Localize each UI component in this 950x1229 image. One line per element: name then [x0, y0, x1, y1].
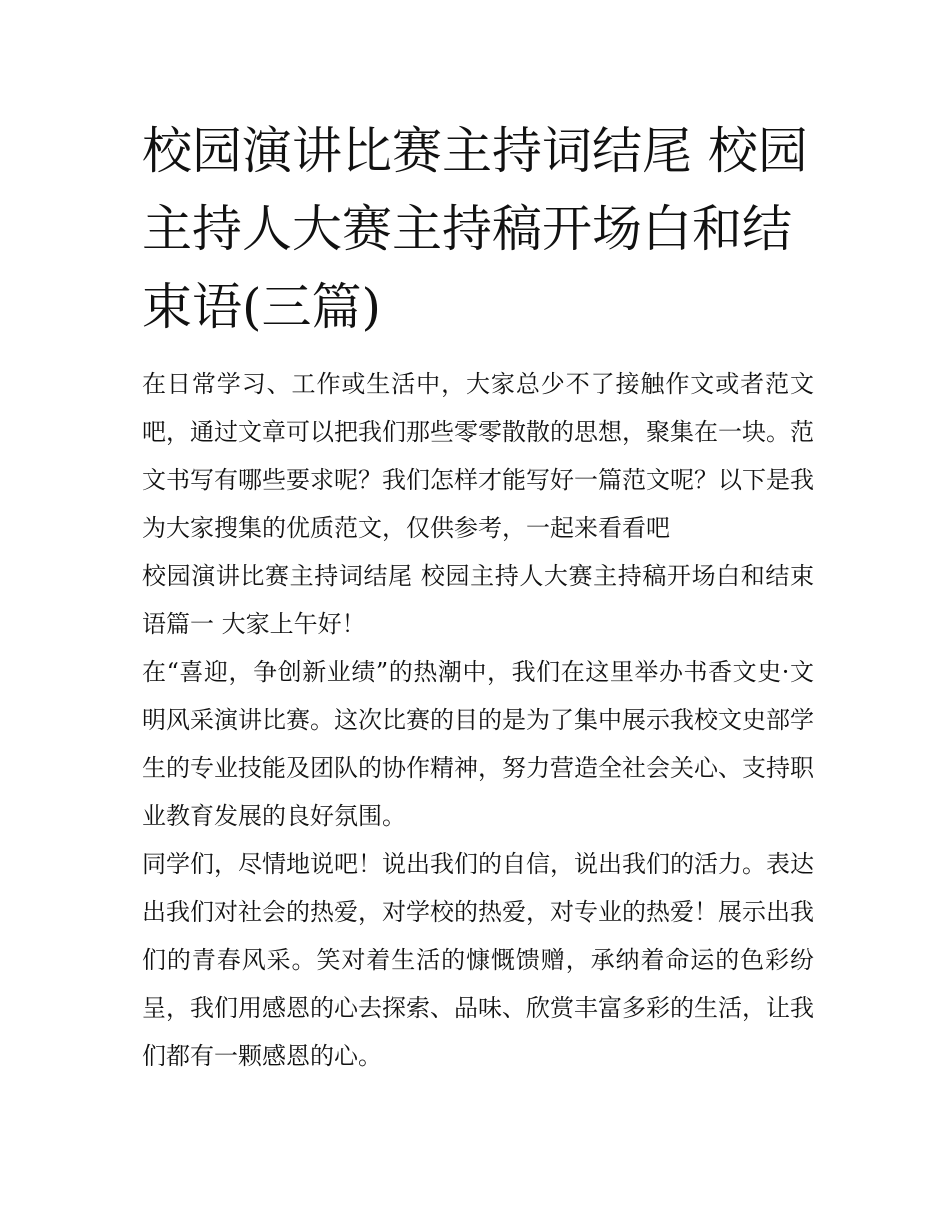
body-paragraph: 同学们，尽情地说吧！说出我们的自信，说出我们的活力。表达出我们对社会的热爱，对学校的热爱，对专业的热爱！展示出我们的青春风采。笑对着生活的慷慨馈赠，承纳着命运的色彩纷呈，我们用感恩的心去探索、品味、欣赏丰富多彩的生活，让我们都有一颗感恩的心。: [142, 850, 814, 1070]
intro-paragraph: 在日常学习、工作或生活中，大家总少不了接触作文或者范文吧，通过文章可以把我们那些零零散散的思想，聚集在一块。范文书写有哪些要求呢？我们怎样才能写好一篇范文呢？以下是我为大家搜集的优质范文，仅供参考，一起来看看吧: [142, 370, 814, 542]
body-paragraph: 在“喜迎，争创新业绩”的热潮中，我们在这里举办书香文史·文明风采演讲比赛。这次比赛的目的是为了集中展示我校文史部学生的专业技能及团队的协作精神，努力营造全社会关心、支持职业教育发展的良好氛围。: [142, 658, 814, 830]
document-page: [142, 112, 814, 1080]
document-title: 校园演讲比赛主持词结尾 校园主持人大赛主持稿开场白和结束语(三篇): [142, 122, 808, 336]
section-heading-paragraph: 校园演讲比赛主持词结尾 校园主持人大赛主持稿开场白和结束语篇一 大家上午好！: [142, 562, 814, 638]
